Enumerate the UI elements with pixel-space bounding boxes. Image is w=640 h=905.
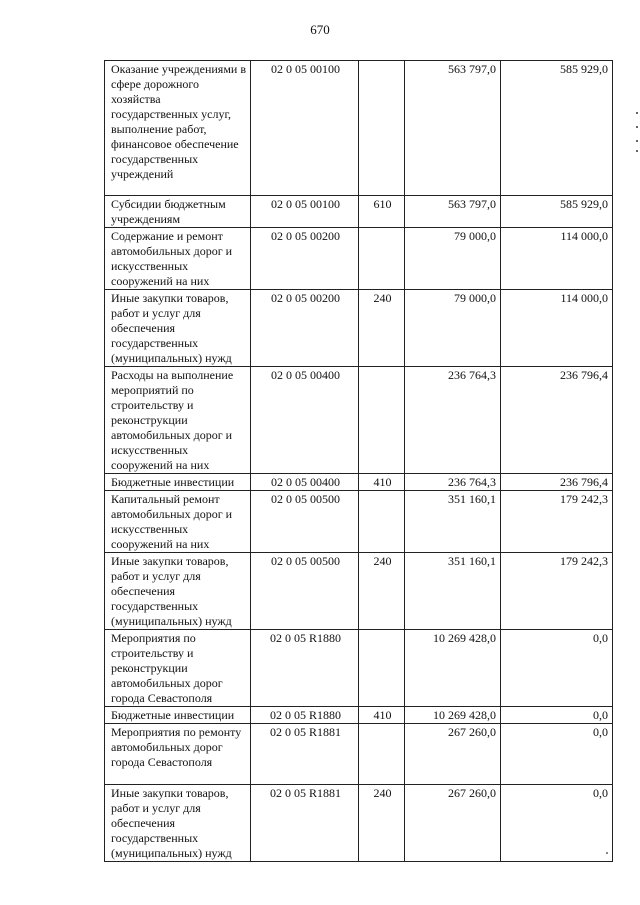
row-amount-year2: 0,0 [501,630,613,707]
row-name: Содержание и ремонт автомобильных дорог и искусственных сооружений на них [105,228,251,290]
row-target-code: 02 0 05 R1881 [251,785,359,862]
table-row [105,724,613,785]
table-row [105,196,613,228]
row-expense-type: 610 [359,196,405,228]
row-expense-type: 410 [359,474,405,491]
row-amount-year1: 79 000,0 [405,290,501,367]
row-amount-year2: 0,0 [501,724,613,785]
page-number: 670 [310,22,330,37]
row-expense-type [359,630,405,707]
table-row [105,367,613,474]
row-name: Расходы на выполнение мероприятий по строительству и реконструкции автомобильных дорог и искусственных сооружений на них [105,367,251,474]
row-expense-type [359,61,405,196]
row-target-code: 02 0 05 00200 [251,290,359,367]
row-name: Иные закупки товаров, работ и услуг для обеспечения государственных (муниципальных) нужд [105,785,251,862]
row-target-code: 02 0 05 R1881 [251,724,359,785]
table-row [105,61,613,196]
row-target-code: 02 0 05 00400 [251,367,359,474]
row-name: Мероприятия по ремонту автомобильных дорог города Севастополя [105,724,251,785]
row-amount-year2: 0,0 [501,785,613,862]
row-amount-year1: 563 797,0 [405,61,501,196]
row-name: Бюджетные инвестиции [105,474,251,491]
row-amount-year2: 585 929,0 [501,61,613,196]
row-name: Субсидии бюджетным учреждениям [105,196,251,228]
row-amount-year2: 179 242,3 [501,553,613,630]
table-row [105,630,613,707]
row-amount-year1: 79 000,0 [405,228,501,290]
row-amount-year2: 114 000,0 [501,228,613,290]
row-amount-year1: 563 797,0 [405,196,501,228]
table-row [105,228,613,290]
row-amount-year2: 179 242,3 [501,491,613,553]
row-expense-type [359,491,405,553]
row-amount-year1: 236 764,3 [405,367,501,474]
row-amount-year1: 267 260,0 [405,724,501,785]
row-target-code: 02 0 05 00200 [251,228,359,290]
table-row [105,290,613,367]
scan-speck [606,852,608,854]
row-amount-year1: 351 160,1 [405,491,501,553]
row-amount-year2: 585 929,0 [501,196,613,228]
table-row [105,785,613,862]
row-target-code: 02 0 05 R1880 [251,630,359,707]
row-expense-type [359,724,405,785]
table-row [105,491,613,553]
row-amount-year2: 236 796,4 [501,367,613,474]
row-name: Капитальный ремонт автомобильных дорог и искусственных сооружений на них [105,491,251,553]
row-expense-type [359,367,405,474]
row-name: Оказание учреждениями в сфере дорожного хозяйства государственных услуг, выполнение работ, финансовое обеспечение государственных учреждений [105,61,251,196]
scan-edge-marks [632,112,638,152]
table-row [105,553,613,630]
row-expense-type [359,228,405,290]
row-target-code: 02 0 05 R1880 [251,707,359,724]
table-row [105,474,613,491]
row-expense-type: 240 [359,553,405,630]
row-name: Иные закупки товаров, работ и услуг для обеспечения государственных (муниципальных) нужд [105,290,251,367]
row-target-code: 02 0 05 00100 [251,61,359,196]
row-amount-year1: 10 269 428,0 [405,707,501,724]
row-amount-year1: 10 269 428,0 [405,630,501,707]
row-target-code: 02 0 05 00100 [251,196,359,228]
row-expense-type: 240 [359,290,405,367]
row-expense-type: 410 [359,707,405,724]
row-target-code: 02 0 05 00400 [251,474,359,491]
row-name: Бюджетные инвестиции [105,707,251,724]
row-amount-year1: 267 260,0 [405,785,501,862]
row-target-code: 02 0 05 00500 [251,553,359,630]
row-name: Иные закупки товаров, работ и услуг для обеспечения государственных (муниципальных) нужд [105,553,251,630]
row-amount-year2: 0,0 [501,707,613,724]
row-name: Мероприятия по строительству и реконструкции автомобильных дорог города Севастополя [105,630,251,707]
row-target-code: 02 0 05 00500 [251,491,359,553]
row-amount-year1: 351 160,1 [405,553,501,630]
row-amount-year1: 236 764,3 [405,474,501,491]
row-expense-type: 240 [359,785,405,862]
table-row [105,707,613,724]
row-amount-year2: 236 796,4 [501,474,613,491]
row-amount-year2: 114 000,0 [501,290,613,367]
budget-table [104,60,613,862]
